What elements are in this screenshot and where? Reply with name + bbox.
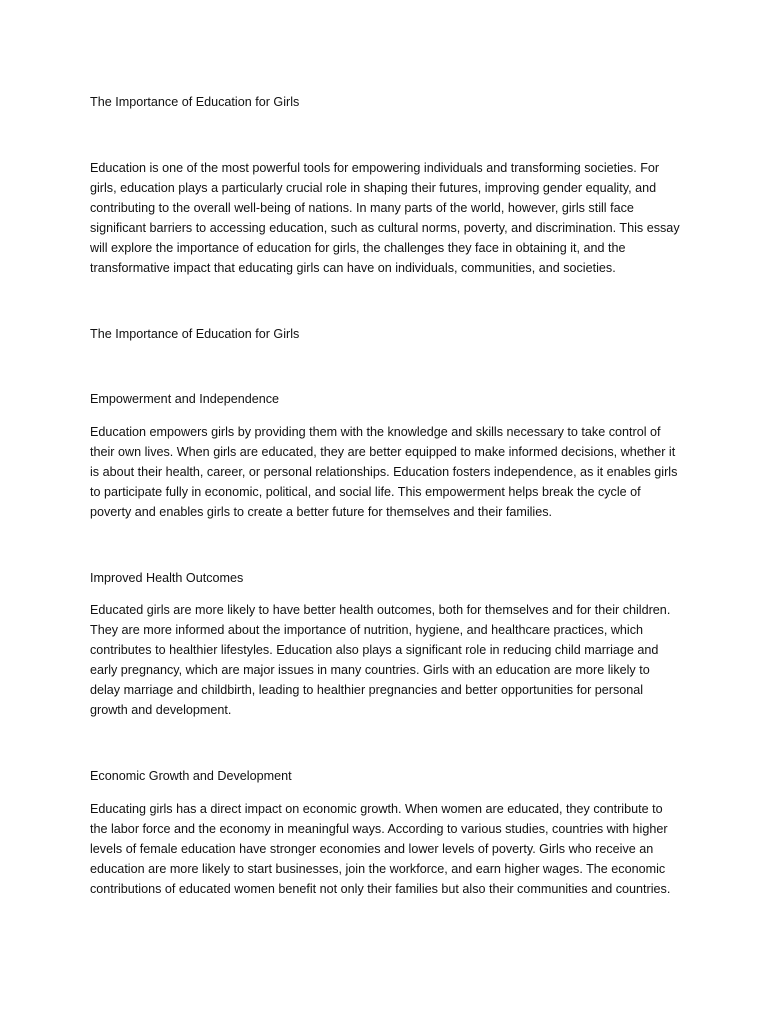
subheading-empowerment: Empowerment and Independence [90,392,280,406]
paragraph-empowerment: Education empowers girls by providing them with the knowledge and skills necessary to take control of their own lives. When girls are educated, they are better equipped to make informed decisions, whether it is about their health, career, or personal relationships. Education fosters independence, as it enables girls to participate fully in economic, political, and social life. This empowerment helps break the cycle of poverty and enables girls to create a better future for themselves and their families. [90,425,678,519]
subheading-economic: Economic Growth and Development [90,769,292,783]
section-heading: The Importance of Education for Girls [90,327,300,341]
intro-paragraph: Education is one of the most powerful tools for empowering individuals and transforming societies. For girls, education plays a particularly crucial role in shaping their futures, improving gender equality, and contributing to the overall well-being of nations. In many parts of the world, however, girls still face significant barriers to accessing education, such as cultural norms, poverty, and discrimination. This essay will explore the importance of education for girls, the challenges they face in obtaining it, and the transformative impact that educating girls can have on individuals, communities, and societies. [90,161,680,275]
document-title: The Importance of Education for Girls [90,95,300,109]
subheading-health: Improved Health Outcomes [90,571,244,585]
paragraph-health: Educated girls are more likely to have better health outcomes, both for themselves and for their children. They are more informed about the importance of nutrition, hygiene, and healthcare practices, which contributes to healthier lifestyles. Education also plays a significant role in reducing child marriage and early pregnancy, which are major issues in many countries. Girls with an education are more likely to delay marriage and childbirth, leading to healthier pregnancies and better opportunities for personal growth and development. [90,603,671,717]
paragraph-economic: Educating girls has a direct impact on economic growth. When women are educated, they contribute to the labor force and the economy in meaningful ways. According to various studies, countries with higher levels of female education have stronger economies and lower levels of poverty. Girls who receive an education are more likely to start businesses, join the workforce, and earn higher wages. The economic contributions of educated women benefit not only their families but also their communities and countries. [90,802,671,896]
